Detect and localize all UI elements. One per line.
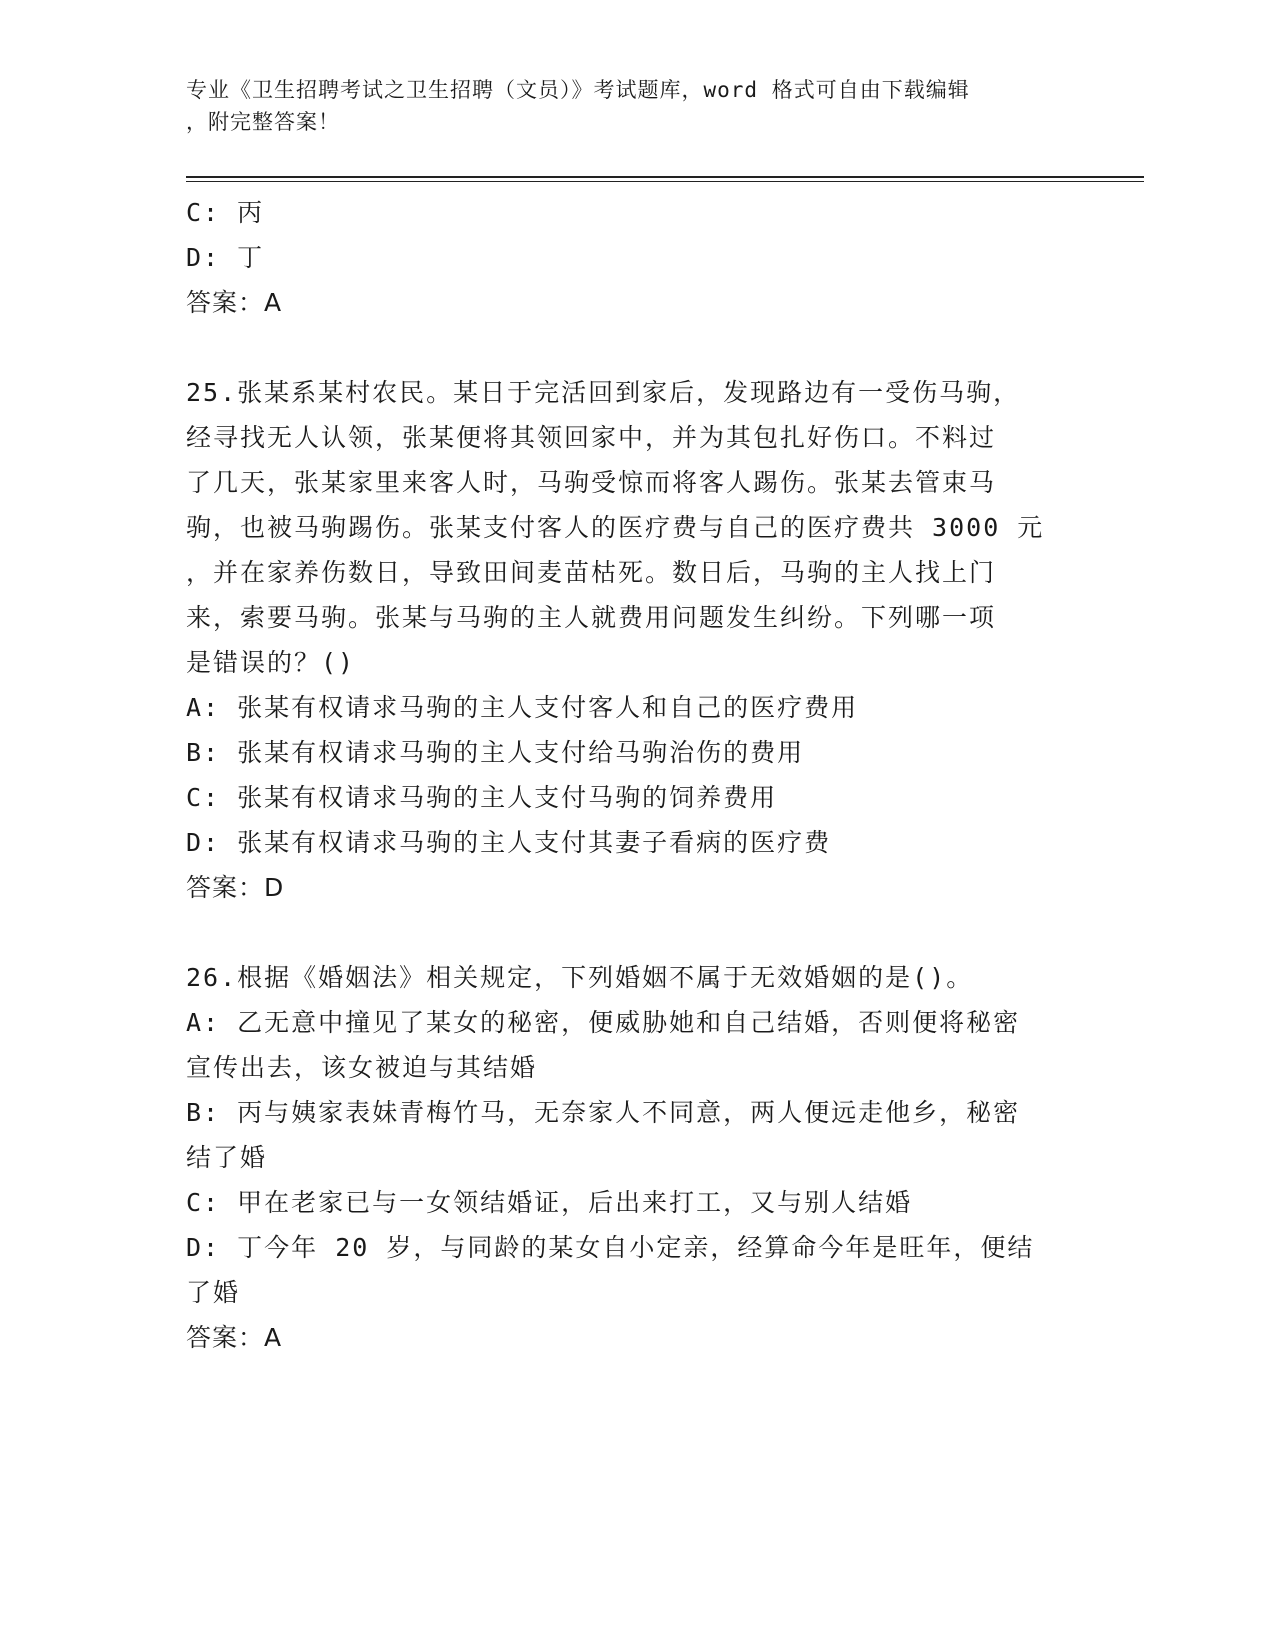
option-a: A: 张某有权请求马驹的主人支付客人和自己的医疗费用 (186, 693, 859, 722)
question-stem-line: 25.张某系某村农民。某日于完活回到家后，发现路边有一受伤马驹， (186, 378, 1021, 407)
question-stem: 26.根据《婚姻法》相关规定，下列婚姻不属于无效婚姻的是()。 (186, 963, 974, 992)
previous-question-tail (186, 190, 1066, 325)
header-line-1: 专业《卫生招聘考试之卫生招聘（文员）》考试题库，word 格式可自由下载编辑 (186, 78, 970, 102)
header-divider-thin (186, 181, 1144, 182)
question-stem-line: 了几天，张某家里来客人时，马驹受惊而将客人踢伤。张某去管束马 (186, 468, 997, 497)
spacer (186, 910, 1066, 955)
option-b: B: 张某有权请求马驹的主人支付给马驹治伤的费用 (186, 738, 805, 767)
option-d: D: 张某有权请求马驹的主人支付其妻子看病的医疗费 (186, 828, 832, 857)
header-divider-thick (186, 176, 1144, 178)
question-25 (186, 370, 1066, 910)
question-stem-line: 驹，也被马驹踢伤。张某支付客人的医疗费与自己的医疗费共 3000 元 (186, 513, 1045, 542)
option-d: D: 丁今年 20 岁，与同龄的某女自小定亲，经算命今年是旺年，便结 (186, 1233, 1035, 1262)
question-stem-line: 来，索要马驹。张某与马驹的主人就费用问题发生纠纷。下列哪一项 (186, 603, 997, 632)
option-d: D: 丁 (186, 243, 265, 272)
option-a: A: 乙无意中撞见了某女的秘密，便威胁她和自己结婚，否则便将秘密 (186, 1008, 1021, 1037)
option-d-continued: 了婚 (186, 1278, 241, 1307)
answer: 答案：D (186, 873, 285, 902)
option-c: C: 丙 (186, 198, 265, 227)
question-content (186, 190, 1066, 1360)
spacer (186, 325, 1066, 370)
question-stem-line: 经寻找无人认领，张某便将其领回家中，并为其包扎好伤口。不料过 (186, 423, 997, 452)
answer: 答案：A (186, 1323, 283, 1352)
question-stem-line: ，并在家养伤数日，导致田间麦苗枯死。数日后，马驹的主人找上门 (186, 558, 997, 587)
option-c: C: 甲在老家已与一女领结婚证，后出来打工，又与别人结婚 (186, 1188, 913, 1217)
question-26 (186, 955, 1066, 1360)
option-c: C: 张某有权请求马驹的主人支付马驹的饲养费用 (186, 783, 778, 812)
question-stem-line: 是错误的？() (186, 648, 356, 677)
page-header (186, 74, 1066, 138)
option-b-continued: 结了婚 (186, 1143, 268, 1172)
option-b: B: 丙与姨家表妹青梅竹马，无奈家人不同意，两人便远走他乡，秘密 (186, 1098, 1021, 1127)
answer: 答案：A (186, 288, 283, 317)
option-a-continued: 宣传出去，该女被迫与其结婚 (186, 1053, 538, 1082)
header-line-2: ，附完整答案！ (186, 110, 340, 134)
